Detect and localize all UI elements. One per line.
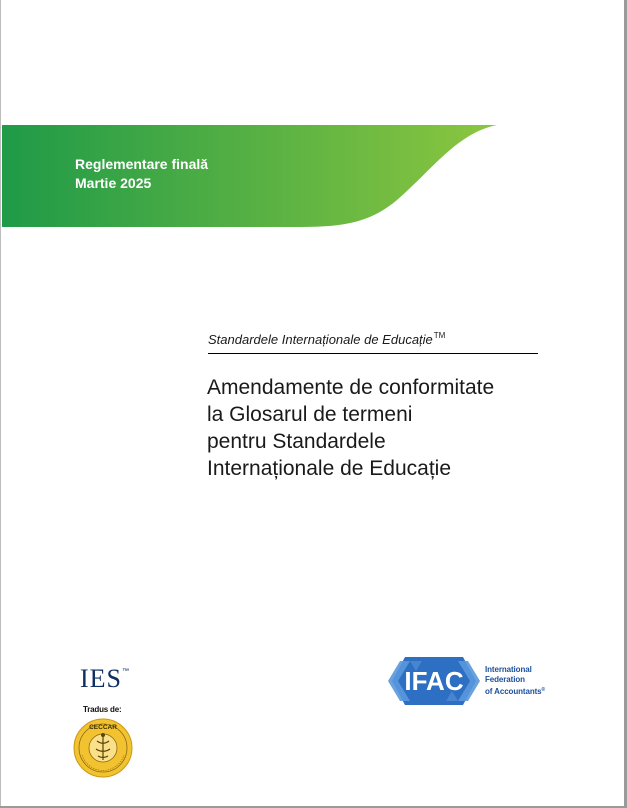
ies-logo xyxy=(80,664,129,694)
ifac-registered-mark: ® xyxy=(541,687,546,693)
ifac-name-line-3: of Accountants xyxy=(485,687,542,696)
series-title xyxy=(208,331,445,347)
document-title xyxy=(207,374,494,482)
ceccar-seal-logo xyxy=(73,717,133,779)
ies-logo-text: IES xyxy=(80,664,122,693)
document-date: Martie 2025 xyxy=(75,175,152,191)
title-divider xyxy=(208,353,538,354)
banner-text xyxy=(75,155,208,193)
ifac-name-line-1: International xyxy=(485,665,532,674)
document-status: Reglementare finală xyxy=(75,156,209,172)
ifac-name-line-2: Federation xyxy=(485,675,525,684)
ifac-acronym: IFAC xyxy=(404,666,464,696)
ifac-organization-name xyxy=(485,665,545,697)
ifac-logo-mark xyxy=(388,653,480,709)
title-line-1: Amendamente de conformitate xyxy=(207,376,495,399)
title-line-2: la Glosarul de termeni xyxy=(207,403,413,426)
page-border-left xyxy=(0,0,1,808)
translated-by-label: Tradus de: xyxy=(83,705,122,714)
series-name: Standardele Internaționale de Educație xyxy=(208,332,433,347)
title-line-4: Internaționale de Educație xyxy=(207,457,452,480)
seal-lettering: CECCAR xyxy=(89,724,117,731)
ies-trademark: ™ xyxy=(122,668,129,675)
trademark-mark: TM xyxy=(433,331,446,340)
title-line-3: pentru Standardele xyxy=(207,430,386,453)
